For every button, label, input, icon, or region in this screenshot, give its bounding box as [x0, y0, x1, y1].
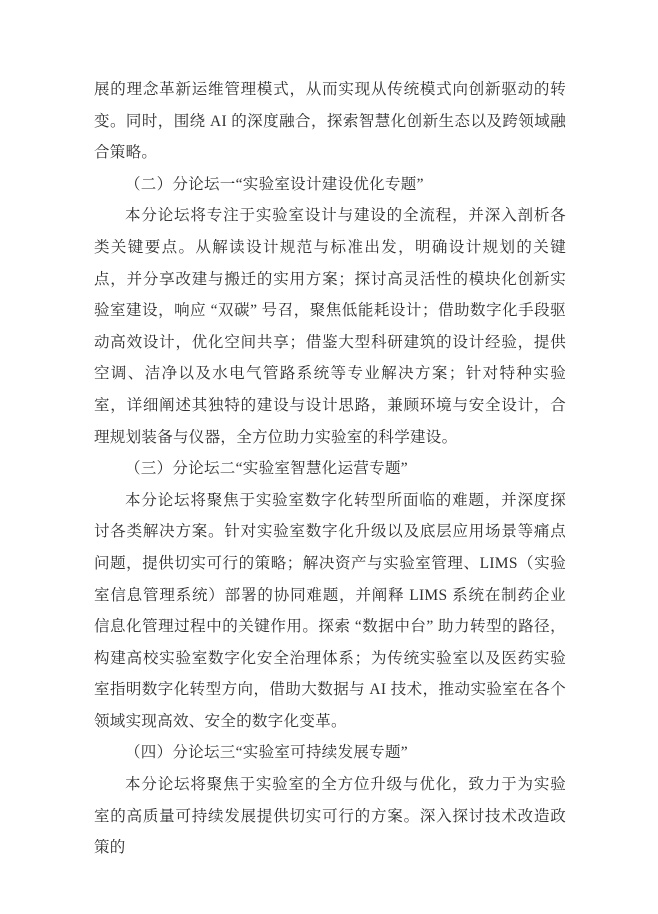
paragraph-continuation: 展的理念革新运维管理模式，从而实现从传统模式向创新驱动的转变。同时，围绕 AI 的深度融合，探索智慧化创新生态以及跨领域融合策略。	[94, 81, 566, 162]
document-body	[94, 74, 566, 864]
section-heading-forum-1: （二）分论坛一“实验室设计建设优化专题”	[125, 175, 424, 193]
paragraph-forum-2-description: 本分论坛将聚焦于实验室数字化转型所面临的难题，并深度探讨各类解决方案。针对实验室数字化升级以及底层应用场景等痛点问题，提供切实可行的策略；解决资产与实验室管理、LIMS（实验室信息管理系统）部署的协同难题，并阐释 LIMS 系统在制药企业信息化管理过程中的关键作用。探索 “数据中台” 助力转型的路径，构建高校实验室数字化安全治理体系；为传统实验室以及医药实验室指明数字化转型方向，借助大数据与 AI 技术，推动实验室在各个领域实现高效、安全的数字化变革。	[94, 491, 566, 730]
section-heading-forum-3: （四）分论坛三“实验室可持续发展专题”	[125, 744, 408, 762]
section-heading-forum-2: （三）分论坛二“实验室智慧化运营专题”	[125, 460, 408, 478]
paragraph-forum-1-description: 本分论坛将专注于实验室设计与建设的全流程，并深入剖析各类关键要点。从解读设计规范与标准出发，明确设计规划的关键点，并分享改建与搬迁的实用方案；探讨高灵活性的模块化创新实验室建设，响应 “双碳” 号召，聚焦低能耗设计；借助数字化手段驱动高效设计，优化空间共享；借鉴大型科研建筑的设计经验，提供空调、洁净以及水电气管路系统等专业解决方案；针对特种实验室，详细阐述其独特的建设与设计思路，兼顾环境与安全设计，合理规划装备与仪器，全方位助力实验室的科学建设。	[94, 207, 566, 446]
paragraph-forum-3-description: 本分论坛将聚焦于实验室的全方位升级与优化，致力于为实验室的高质量可持续发展提供切实可行的方案。深入探讨技术改造政策的	[94, 776, 566, 857]
